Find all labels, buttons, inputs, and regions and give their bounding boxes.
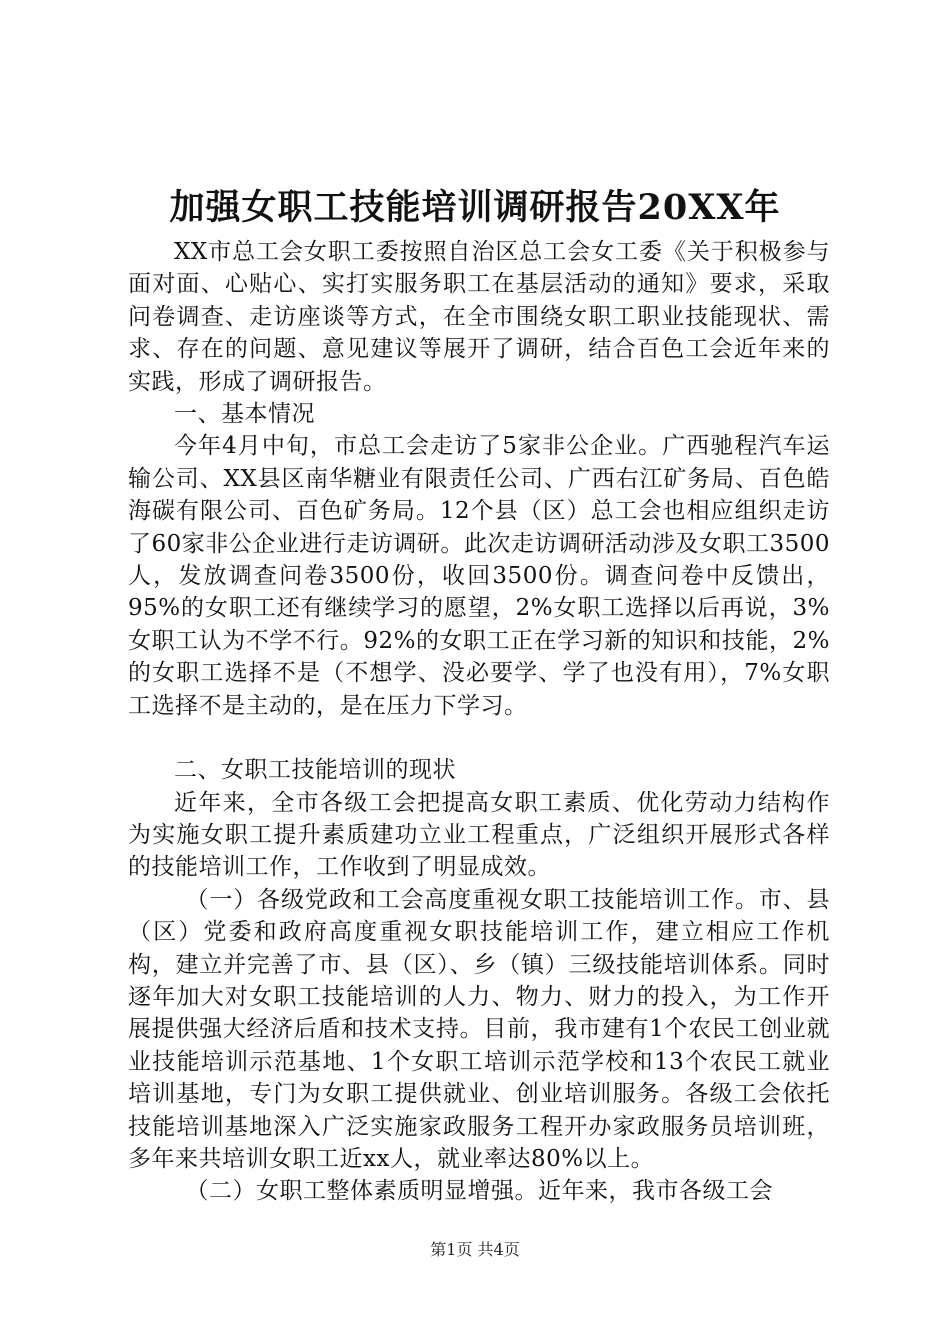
intro-paragraph: XX市总工会女职工委按照自治区总工会女工委《关于积极参与面对面、心贴心、实打实服务职工在基层活动的通知》要求，采取问卷调查、走访座谈等方式，在全市围绕女职工职业技能现状、需求、存在的问题、意见建议等展开了调研，结合百色工会近年来的实践，形成了调研报告。 xyxy=(128,239,830,395)
subsection-1-paragraph: （一）各级党政和工会高度重视女职工技能培训工作。市、县（区）党委和政府高度重视女职技能培训工作，建立相应工作机构，建立并完善了市、县（区）、乡（镇）三级技能培训体系。同时逐年加大对女职工技能培训的人力、物力、财力的投入，为工作开展提供强大经济后盾和技术支持。目前，我市建有1个农民工创业就业技能培训示范基地、1个女职工培训示范学校和13个农民工就业培训基地，专门为女职工提供就业、创业培训服务。各级工会依托技能培训基地深入广泛实施家政服务工程开办家政服务员培训班，多年来共培训女职工近xx人，就业率达80%以上。 xyxy=(128,886,830,1172)
paragraph-spacer xyxy=(128,722,830,754)
subsection-2-paragraph: （二）女职工整体素质明显增强。近年来，我市各级工会 xyxy=(185,1178,773,1205)
page-footer: 第1页 共4页 xyxy=(430,1240,520,1259)
section-2-heading: 二、女职工技能培训的现状 xyxy=(174,757,456,784)
section-1-heading: 一、基本情况 xyxy=(174,401,315,428)
section-2-paragraph: 近年来，全市各级工会把提高女职工素质、优化劳动力结构作为实施女职工提升素质建功立业工程重点，广泛组织开展形式各样的技能培训工作，工作收到了明显成效。 xyxy=(128,789,830,881)
section-1-paragraph: 今年4月中旬，市总工会走访了5家非公企业。广西驰程汽车运输公司、XX县区南华糖业有限责任公司、广西右江矿务局、百色皓海碳有限公司、百色矿务局。12个县（区）总工会也相应组织走访了60家非公企业进行走访调研。此次走访调研活动涉及女职工3500人，发放调查问卷3500份，收回3500份。调查问卷中反馈出，95%的女职工还有继续学习的愿望，2%女职工选择以后再说，3%女职工认为不学不行。92%的女职工正在学习新的知识和技能，2%的女职工选择不是（不想学、没必要学、学了也没有用），7%女职工选择不是主动的，是在压力下学习。 xyxy=(128,433,830,719)
document-title: 加强女职工技能培训调研报告20XX年 xyxy=(169,187,781,228)
document-body xyxy=(128,236,830,1208)
